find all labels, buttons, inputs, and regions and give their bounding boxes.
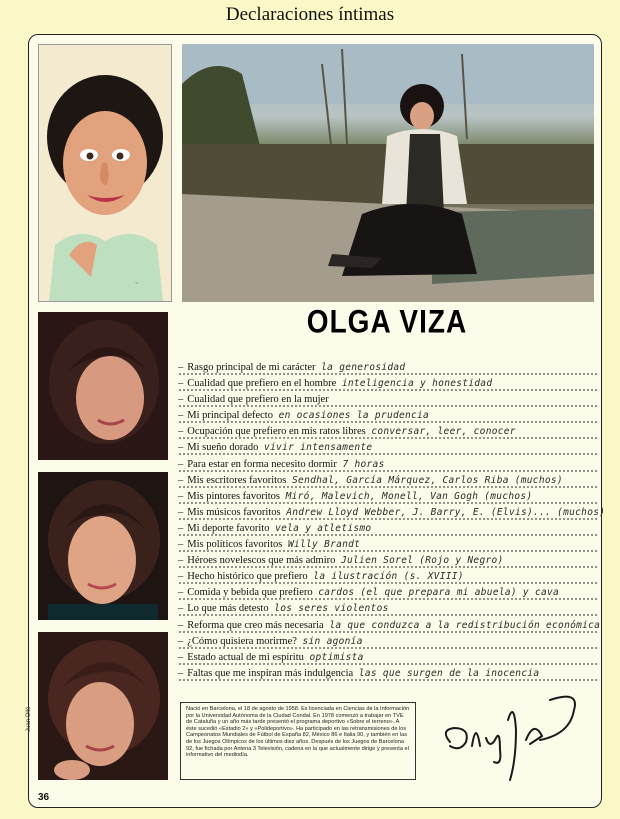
question-label: Héroes novelescos que más admiro: [187, 555, 336, 567]
handwritten-answer: 7 horas: [342, 458, 385, 470]
question-label: Mis políticos favoritos: [187, 539, 283, 551]
questionnaire-item: – Faltas que me inspiran más indulgencia las que surgen de la inocencia: [178, 666, 598, 682]
questionnaire-item: – Lo que más detesto los seres violentos: [178, 601, 598, 617]
question-label: Hecho histórico que prefiero: [187, 571, 308, 583]
question-label: Mis pintores favoritos: [187, 490, 280, 502]
handwritten-answer: los seres violentos: [274, 603, 389, 615]
handwritten-answer: optimista: [309, 651, 364, 663]
questionnaire-item: – Para estar en forma necesito dormir 7 horas: [178, 457, 598, 473]
handwritten-answer: en ocasiones la prudencia: [278, 410, 430, 422]
questionnaire-item: – Mis pintores favoritos Miró, Malevich, Monell, Van Gogh (muchos): [178, 489, 598, 505]
questionnaire-item: – Mis escritores favoritos Sendhal, García Márquez, Carlos Riba (muchos): [178, 473, 598, 489]
questionnaire-item: – Cualidad que prefiero en el hombre inteligencia y honestidad: [178, 376, 598, 392]
question-label: Mi sueño dorado: [187, 442, 259, 454]
handwritten-answer: la que conduzca a la redistribución económica: [329, 619, 601, 631]
handwritten-answer: Willy Brandt: [287, 539, 361, 551]
handwritten-answer: Andrew Lloyd Webber, J. Barry, E. (Elvis)... (muchos): [286, 506, 606, 518]
questionnaire-item: – Mi principal defecto en ocasiones la prudencia: [178, 408, 598, 424]
handwritten-answer: la generosidad: [321, 362, 406, 373]
svg-text:~: ~: [135, 281, 138, 287]
handwritten-answer: sin agonía: [302, 635, 363, 647]
question-label: Rasgo principal de mi carácter: [187, 362, 316, 373]
question-label: Estado actual de mi espíritu: [187, 651, 304, 663]
question-label: Faltas que me inspiran más indulgencia: [187, 667, 354, 679]
handwritten-answer: Julien Sorel (Rojo y Negro): [341, 555, 504, 567]
question-label: Lo que más detesto: [187, 603, 269, 615]
questionnaire: [178, 360, 606, 682]
questionnaire-item: – Comida y bebida que prefiero cardos (el que prepara mi abuela) y cava: [178, 585, 598, 601]
question-label: Para estar en forma necesito dormir: [187, 458, 337, 470]
person-name: OLGA VIZA: [306, 303, 468, 340]
questionnaire-item: – Héroes novelescos que más admiro Julien Sorel (Rojo y Negro): [178, 553, 598, 569]
handwritten-answer: Miró, Malevich, Monell, Van Gogh (muchos): [285, 490, 533, 502]
portrait-photo-1: [38, 312, 168, 460]
page-number: 36: [38, 792, 50, 803]
question-label: Reforma que creo más necesaria: [187, 619, 324, 631]
question-label: Mi deporte favorito: [187, 522, 270, 534]
photo-credit: Juan Ollé: [26, 706, 32, 732]
handwritten-answer: vivir intensamente: [264, 442, 373, 454]
question-label: Ocupación que prefiero en mis ratos libres: [187, 426, 366, 438]
question-label: Comida y bebida que prefiero: [187, 587, 313, 599]
questionnaire-item: – ¿Cómo quisiera morirme? sin agonía: [178, 634, 598, 650]
questionnaire-item: – Mis músicos favoritos Andrew Lloyd Webber, J. Barry, E. (Elvis)... (muchos): [178, 505, 598, 521]
questionnaire-item: – Ocupación que prefiero en mis ratos libres conversar, leer, conocer: [178, 424, 598, 440]
handwritten-answer: conversar, leer, conocer: [371, 426, 516, 438]
handwritten-answer: vela y atletismo: [275, 522, 372, 534]
handwritten-answer: Sendhal, García Márquez, Carlos Riba (muchos): [292, 474, 563, 486]
questionnaire-item: – Cualidad que prefiero en la mujer: [178, 392, 598, 408]
handwritten-answer: la ilustración (s. XVIII): [313, 571, 464, 583]
question-label: Mis músicos favoritos: [187, 506, 281, 518]
portrait-photo-3: [38, 632, 168, 780]
question-label: Cualidad que prefiero en la mujer: [187, 394, 329, 406]
question-label: Cualidad que prefiero en el hombre: [187, 378, 337, 390]
questionnaire-item: – Rasgo principal de mi carácter la generosidad: [178, 360, 598, 376]
questionnaire-item: – Reforma que creo más necesaria la que conduzca a la redistribución económica: [178, 618, 598, 634]
page-title: Declaraciones íntimas: [225, 4, 395, 25]
handwritten-answer: cardos (el que prepara mi abuela) y cava: [318, 587, 560, 599]
portrait-photo-2: [38, 472, 168, 620]
questionnaire-item: – Mi deporte favorito vela y atletismo: [178, 521, 598, 537]
signature-image: [430, 690, 600, 790]
questionnaire-item: – Hecho histórico que prefiero la ilustración (s. XVIII): [178, 569, 598, 585]
questionnaire-item: – Mis políticos favoritos Willy Brandt: [178, 537, 598, 553]
question-label: Mi principal defecto: [187, 410, 273, 422]
main-photo: [182, 44, 594, 302]
questionnaire-item: – Mi sueño dorado vivir intensamente: [178, 440, 598, 456]
questionnaire-item: – Estado actual de mi espíritu optimista: [178, 650, 598, 666]
handwritten-answer: las que surgen de la inocencia: [358, 667, 540, 679]
question-label: Mis escritores favoritos: [187, 474, 287, 486]
caricature-image: [38, 44, 172, 302]
biography-box: Nació en Barcelona, el 18 de agosto de 1958. Es licenciada en Ciencias de la Información por la Universidad Autónoma de la Ciudad Condal. En 1978 comenzó a trabajar en TVE de Cataluña y un año más tarde presentó el programa deportivo «Sobre el terreno». A éste sucedió «Estadio 2» y «Polideportivo». Ha participado en las retransmisiones de los Campeonatos Mundiales de Fútbol de España 82, México 86 e Italia 90, y también en las de los Juegos Olímpicos de los últimos diez años. Después de los Juegos de Barcelona 92, fue fichada por Antena 3 Televisión, cadena en la que actualmente dirige y presenta el informativo del mediodía.: [180, 702, 416, 780]
handwritten-answer: inteligencia y honestidad: [341, 378, 493, 390]
question-label: ¿Cómo quisiera morirme?: [187, 635, 297, 647]
